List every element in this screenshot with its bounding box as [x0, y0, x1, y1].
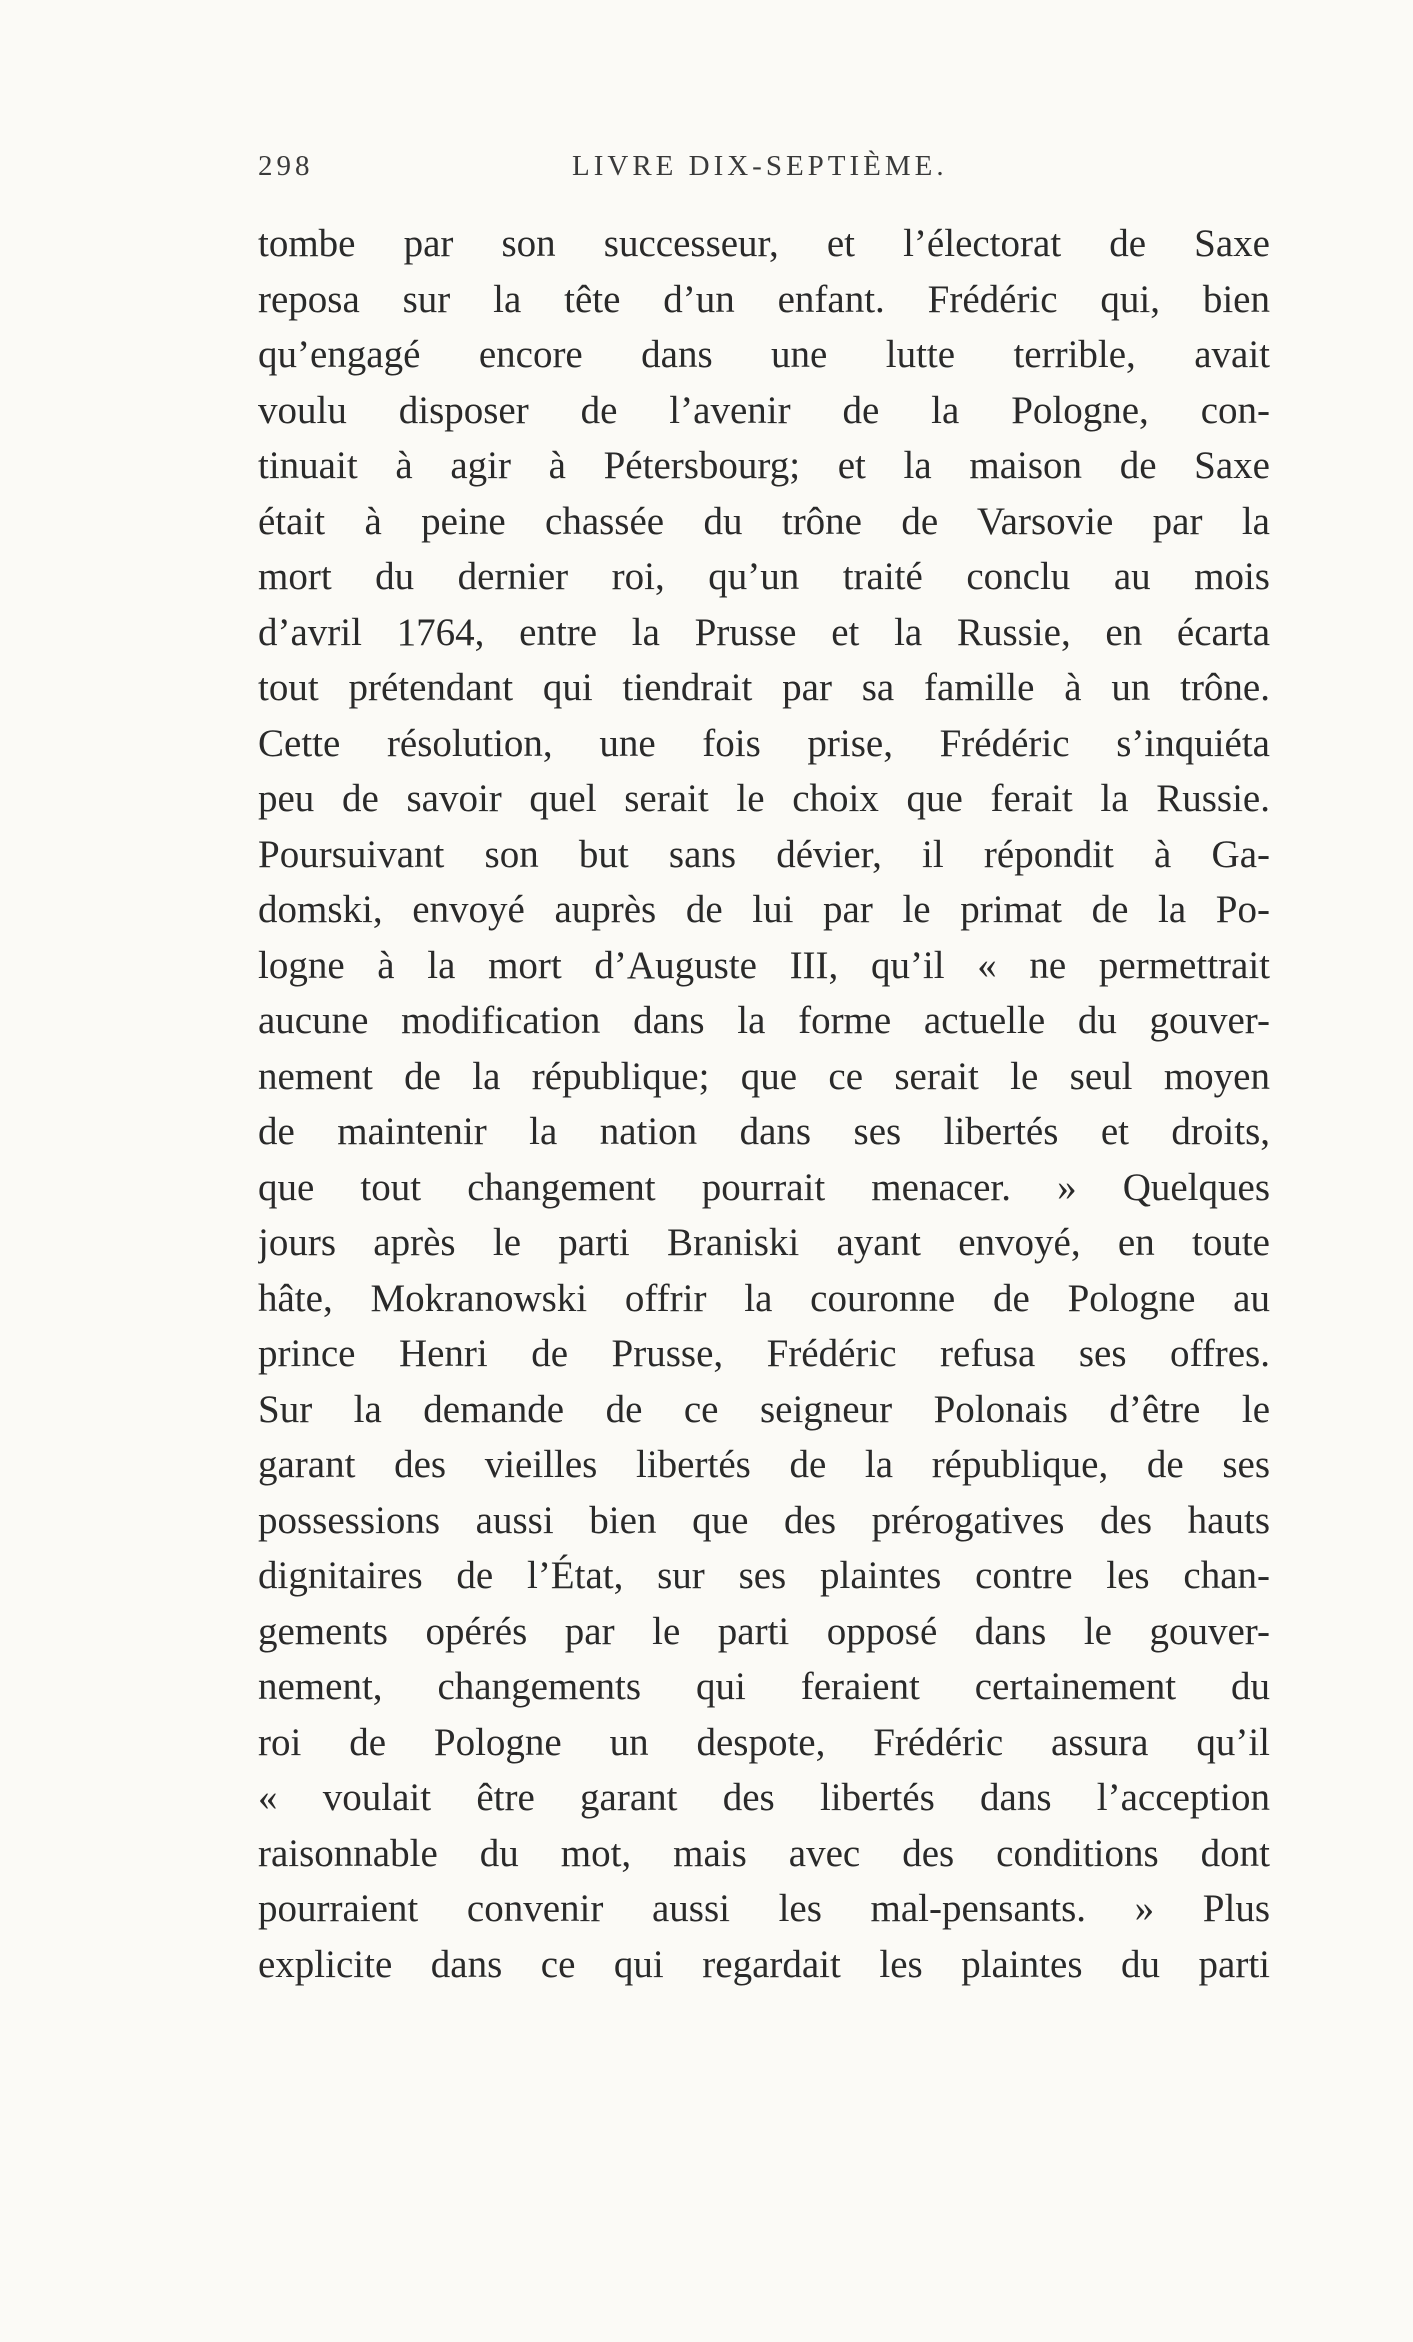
text-line: gements opérés par le parti opposé dans le gouver-	[258, 1609, 1270, 1653]
page-number: 298	[258, 150, 314, 182]
text-line: roi de Pologne un despote, Frédéric assura qu’il	[258, 1720, 1270, 1764]
text-line: jours après le parti Braniski ayant envoyé, en toute	[258, 1221, 1270, 1264]
text-line: tout prétendant qui tiendrait par sa famille à un trône.	[258, 666, 1270, 709]
text-line: explicite dans ce qui regardait les plaintes du parti	[258, 1942, 1270, 1986]
text-line: nement de la république; que ce serait le seul moyen	[258, 1054, 1270, 1098]
text-line: possessions aussi bien que des prérogatives des hauts	[258, 1498, 1270, 1542]
running-title: LIVRE DIX-SEPTIÈME.	[572, 150, 948, 182]
text-line: reposa sur la tête d’un enfant. Frédéric qui, bien	[258, 277, 1270, 321]
text-line: prince Henri de Prusse, Frédéric refusa ses offres.	[258, 1332, 1270, 1375]
text-line: peu de savoir quel serait le choix que ferait la Russie.	[258, 777, 1270, 820]
text-line: dignitaires de l’État, sur ses plaintes contre les chan-	[258, 1554, 1270, 1597]
text-line: raisonnable du mot, mais avec des conditions dont	[258, 1831, 1270, 1875]
text-line: était à peine chassée du trône de Varsovie par la	[258, 499, 1270, 543]
text-line: Sur la demande de ce seigneur Polonais d’être le	[258, 1387, 1270, 1431]
text-line: tinuait à agir à Pétersbourg; et la maison de Saxe	[258, 444, 1270, 487]
text-line: nement, changements qui feraient certainement du	[258, 1665, 1270, 1708]
text-line: tombe par son successeur, et l’électorat de Saxe	[258, 222, 1270, 265]
text-line: voulu disposer de l’avenir de la Pologne, con-	[258, 388, 1270, 432]
text-line: garant des vieilles libertés de la république, de ses	[258, 1443, 1270, 1486]
text-line: logne à la mort d’Auguste III, qu’il « ne permettrait	[258, 943, 1270, 987]
text-line: aucune modification dans la forme actuelle du gouver-	[258, 999, 1270, 1042]
body-text	[258, 216, 1270, 1992]
text-line: d’avril 1764, entre la Prusse et la Russie, en écarta	[258, 610, 1270, 654]
running-header	[258, 150, 1270, 190]
text-line: que tout changement pourrait menacer. » Quelques	[258, 1165, 1270, 1209]
text-line: de maintenir la nation dans ses libertés et droits,	[258, 1110, 1270, 1153]
text-line: domski, envoyé auprès de lui par le primat de la Po-	[258, 888, 1270, 931]
text-line: pourraient convenir aussi les mal-pensants. » Plus	[258, 1887, 1270, 1930]
text-line: qu’engagé encore dans une lutte terrible, avait	[258, 333, 1270, 376]
text-line: « voulait être garant des libertés dans l’acception	[258, 1776, 1270, 1819]
text-line: Cette résolution, une fois prise, Frédéric s’inquiéta	[258, 721, 1270, 765]
text-line: hâte, Mokranowski offrir la couronne de Pologne au	[258, 1276, 1270, 1320]
text-line: Poursuivant son but sans dévier, il répondit à Ga-	[258, 832, 1270, 876]
text-line: mort du dernier roi, qu’un traité conclu au mois	[258, 555, 1270, 598]
